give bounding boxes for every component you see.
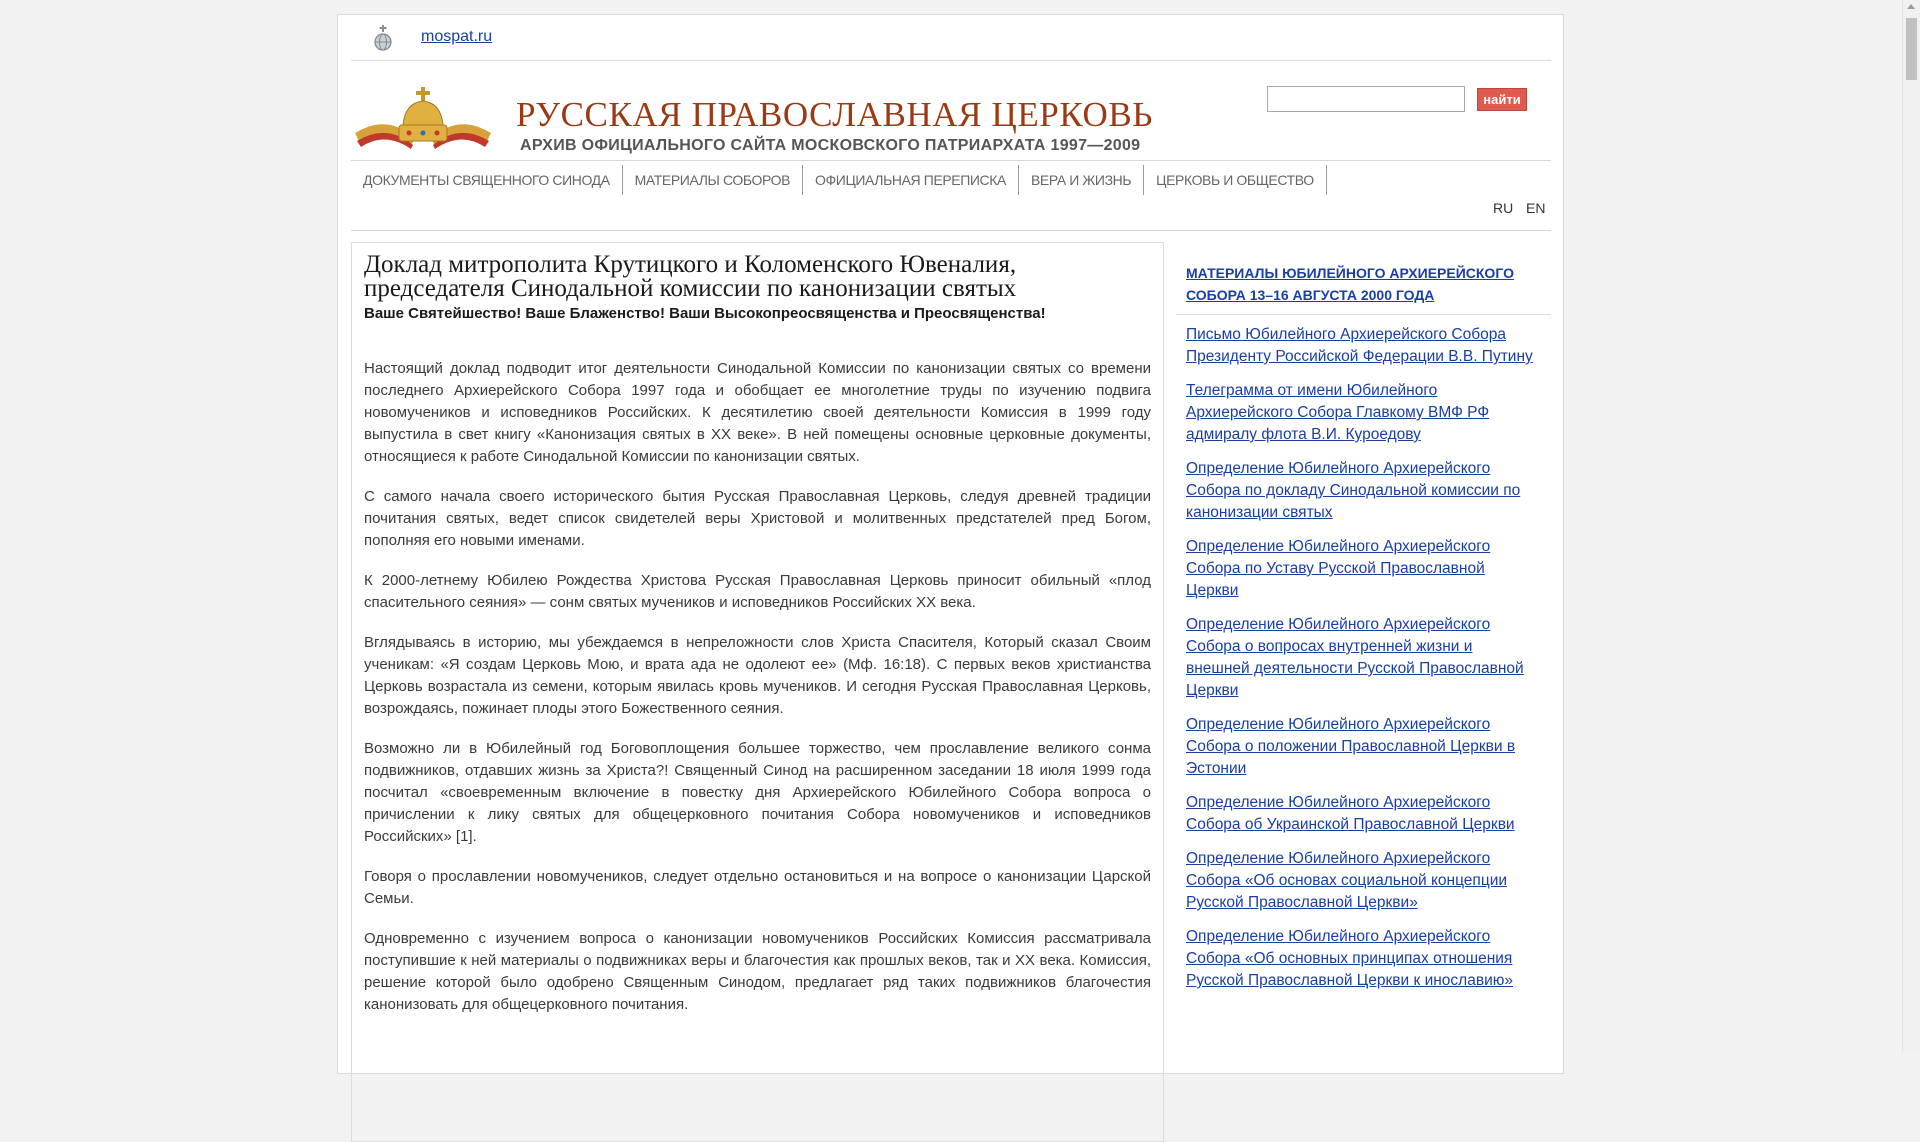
sidebar-link[interactable]: Письмо Юбилейного Архиерейского Собора Президенту Российской Федерации В.В. Путину	[1186, 326, 1533, 365]
nav-item-faith-and-life[interactable]: ВЕРА И ЖИЗНЬ	[1019, 165, 1144, 195]
sidebar-link[interactable]: Определение Юбилейного Архиерейского Собора об Украинской Православной Церкви	[1186, 794, 1515, 833]
article-paragraph: С самого начала своего исторического бытия Русская Православная Церковь, следуя древней традиции почитания святых, ведет список свидетелей веры Христовой и молитвенных предстателей пред Богом, пополняя его новыми именами.	[364, 488, 1151, 549]
language-ru[interactable]: RU	[1493, 200, 1514, 216]
sidebar-link[interactable]: Определение Юбилейного Архиерейского Собора «Об основах социальной концепции Русской Православной Церкви»	[1186, 850, 1508, 911]
search-button[interactable]: найти	[1477, 88, 1527, 111]
article-paragraph: Возможно ли в Юбилейный год Боговоплощения большее торжество, чем прославление великого сонма подвижников, отдавших жизнь за Христа?! Священный Синод на расширенном заседании 18 июля 1999 года посчитал «своевременным включение в повестку дня Архиерейского Юбилейного Собора вопроса о причислении к лику святых для общецерковного почитания Собора новомучеников и исповедников Российских» [1].	[364, 740, 1151, 845]
article-panel	[351, 242, 1164, 1142]
scroll-up-arrow-icon[interactable]	[1907, 4, 1915, 9]
site-subtitle: АРХИВ ОФИЦИАЛЬНОГО САЙТА МОСКОВСКОГО ПАТРИАРХАТА 1997—2009	[520, 137, 1141, 154]
sidebar-link[interactable]: Определение Юбилейного Архиерейского Собора о положении Православной Церкви в Эстонии	[1186, 716, 1516, 777]
top-bar	[351, 15, 1551, 61]
article-paragraph: Говоря о прославлении новомучеников, следует отдельно остановиться и на вопросе о канонизации Царской Семьи.	[364, 868, 1151, 907]
page-container	[337, 14, 1564, 1074]
article-paragraph: Настоящий доклад подводит итог деятельности Синодальной Комиссии по канонизации святых со времени последнего Архиерейского Собора 1997 года и обобщает ее многолетние труды по изучению подвига новомучеников и исповедников Российских. К десятилетию своей деятельности Комиссия в 1999 году выпустила в свет книгу «Канонизация святых в XX веке». В ней помещены основные церковные документы, относящиеся к работе Синодальной Комиссии по канонизации святых.	[364, 360, 1151, 465]
article-paragraph: Вглядываясь в историю, мы убеждаемся в непреложности слов Христа Спасителя, Который сказал Своим ученикам: «Я создам Церковь Мою, и врата ада не одолеют ее» (Мф. 16:18). С первых веков христианства Церковь возрастала из семени, которым явилась кровь мучеников. И сегодня Русская Православная Церковь, возрождаясь, пожинает плоды этого Божественного сеяния.	[364, 634, 1151, 717]
crown-logo-icon[interactable]	[353, 83, 493, 163]
article-paragraph: Одновременно с изучением вопроса о канонизации новомучеников Российских Комиссия рассматривала поступившие к ней материалы о подвижниках веры и благочестия как прошлых веков, так и XX века. Комиссия, решение которой было одобрено Священным Синодом, предлагает ряд таких подвижников благочестия канонизовать для общецерковного почитания.	[364, 930, 1151, 1013]
content-divider	[351, 230, 1551, 231]
scrollbar-thumb[interactable]	[1906, 18, 1917, 80]
nav-item-synod-documents[interactable]: ДОКУМЕНТЫ СВЯЩЕННОГО СИНОДА	[351, 165, 623, 195]
nav-item-church-and-society[interactable]: ЦЕРКОВЬ И ОБЩЕСТВО	[1144, 165, 1327, 195]
main-nav	[351, 165, 1327, 195]
sidebar-link[interactable]: Определение Юбилейного Архиерейского Собора «Об основных принципах отношения Русской Православной Церкви к инославию»	[1186, 928, 1513, 989]
globe-icon[interactable]	[372, 24, 394, 52]
nav-item-official-correspondence[interactable]: ОФИЦИАЛЬНАЯ ПЕРЕПИСКА	[803, 165, 1019, 195]
sidebar-link[interactable]: Определение Юбилейного Архиерейского Собора по докладу Синодальной комиссии по канонизации святых	[1186, 460, 1521, 521]
article-subtitle: Ваше Святейшество! Ваше Блаженство! Ваши Высокопреосвященства и Преосвященства!	[364, 305, 1046, 322]
nav-item-council-materials[interactable]: МАТЕРИАЛЫ СОБОРОВ	[623, 165, 803, 195]
language-en[interactable]: EN	[1526, 200, 1546, 216]
sidebar-link[interactable]: Телеграмма от имени Юбилейного Архиерейского Собора Главкому ВМФ РФ адмиралу флота В.И. Куроедову	[1186, 382, 1490, 443]
article-body	[364, 358, 1151, 1016]
sidebar-link-list	[1176, 315, 1551, 992]
article-paragraph: К 2000-летнему Юбилею Рождества Христова Русская Православная Церковь приносит обильный «плод спасительного сеяния» — сонм святых мучеников и исповедников Российских XX века.	[364, 572, 1151, 611]
search-input[interactable]	[1267, 86, 1465, 112]
article-title: Доклад митрополита Крутицкого и Коломенского Ювеналия, председателя Синодальной комиссии по канонизации святых	[364, 251, 1017, 302]
sidebar	[1176, 242, 1551, 1004]
sidebar-link[interactable]: Определение Юбилейного Архиерейского Собора по Уставу Русской Православной Церкви	[1186, 538, 1491, 599]
header-divider	[351, 160, 1551, 161]
mospat-link[interactable]: mospat.ru	[421, 28, 493, 45]
site-title: РУССКАЯ ПРАВОСЛАВНАЯ ЦЕРКОВЬ	[516, 95, 1153, 134]
window-scrollbar[interactable]	[1902, 0, 1920, 1052]
sidebar-title-link[interactable]: МАТЕРИАЛЫ ЮБИЛЕЙНОГО АРХИЕРЕЙСКОГО СОБОРА 13–16 АВГУСТА 2000 ГОДА	[1176, 242, 1551, 315]
sidebar-link[interactable]: Определение Юбилейного Архиерейского Собора о вопросах внутренней жизни и внешней деятельности Русской Православной Церкви	[1186, 616, 1524, 699]
